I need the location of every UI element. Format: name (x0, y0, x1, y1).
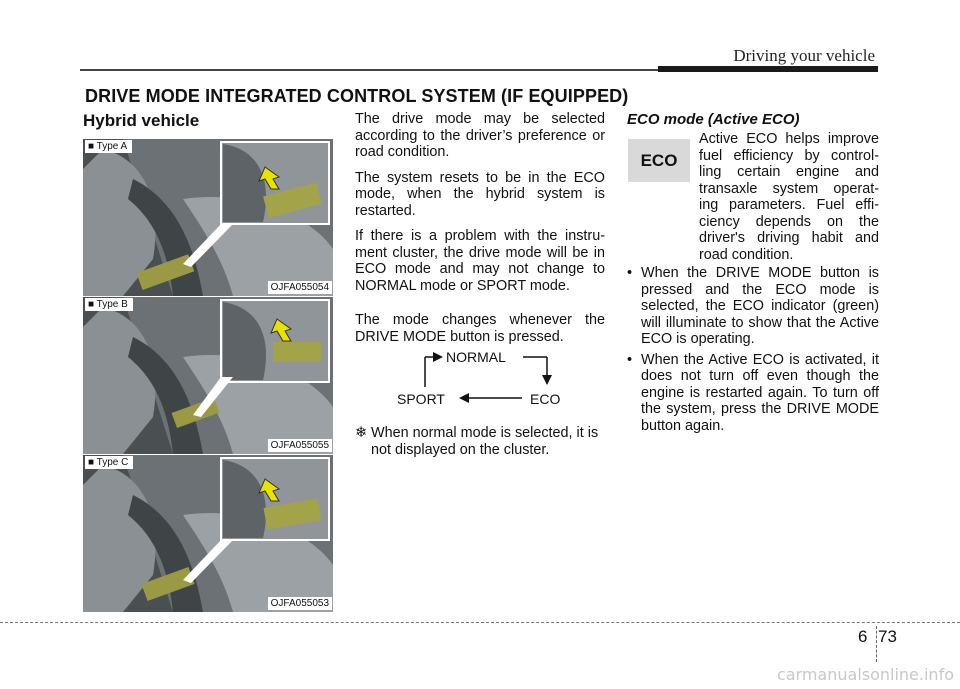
header-bar (658, 66, 878, 72)
paragraph-2: The system resets to be in the ECO mode, when the hybrid system is restarted. (355, 169, 605, 219)
figure-type-label: ■ Type A (85, 140, 132, 153)
figure-type-label: ■ Type C (85, 456, 133, 469)
paragraph-4: The mode changes whenever the DRIVE MODE button is pressed. (355, 312, 605, 345)
note-symbol: ❄ (355, 425, 368, 441)
console-illustration-b (83, 297, 333, 454)
bullet-text: When the Active ECO is activated, it does not turn off even though the engine is restarted again. To turn off the system, press the DRIVE MODE button again. (641, 351, 879, 434)
figure-code: OJFA055053 (268, 597, 332, 610)
list-item (627, 265, 879, 348)
paragraph-3: If there is a problem with the instru- ment cluster, the drive mode will be in ECO mode and may not change to NORMAL mode or SPORT mode. (355, 228, 605, 294)
paragraph-1: The drive mode may be selected according to the driver’s preference or road condition. (355, 111, 605, 160)
bullet-text: When the DRIVE MODE button is pressed and the ECO mode is selected, the ECO indicator (green) will illuminate to show that the Active ECO is operating. (641, 265, 879, 347)
figure-type-c (83, 455, 333, 612)
eco-description: Active ECO helps improve fuel efficiency by control- ling certain engine and transaxle system operat- ing parameters. Fuel effi- ciency depends on the driver's driving habit and road condition. (699, 131, 879, 263)
console-illustration-c (83, 455, 333, 612)
page-number: 73 (878, 627, 897, 646)
list-item (627, 352, 879, 435)
bullet-dot-icon: • (627, 351, 633, 368)
subtitle: Hybrid vehicle (83, 111, 200, 130)
mode-cycle-diagram (385, 345, 585, 415)
bullet-dot-icon: • (627, 265, 633, 281)
section-header: Driving your vehicle (733, 46, 875, 65)
page-title: DRIVE MODE INTEGRATED CONTROL SYSTEM (IF EQUIPPED) (85, 86, 629, 106)
footer-rule (0, 622, 960, 623)
chapter-number: 6 (858, 627, 868, 646)
figure-type-label: ■ Type B (85, 298, 133, 311)
eco-badge: ECO (628, 139, 690, 182)
figure-code: OJFA055054 (268, 281, 332, 294)
eco-mode-title: ECO mode (Active ECO) (627, 111, 800, 128)
mode-sport-label: SPORT (397, 391, 445, 407)
note (355, 425, 605, 458)
page-number-divider (876, 626, 877, 662)
mode-eco-label: ECO (530, 391, 561, 407)
console-illustration-a (83, 139, 333, 296)
body-text (355, 111, 605, 354)
figure-type-b (83, 297, 333, 454)
figure-type-a (83, 139, 333, 296)
mode-normal-label: NORMAL (446, 349, 506, 365)
figure-code: OJFA055055 (268, 439, 332, 452)
watermark: carmanualsonline.info (776, 665, 954, 684)
note-text: When normal mode is selected, it is not displayed on the cluster. (371, 425, 599, 458)
eco-bullets (627, 265, 879, 438)
